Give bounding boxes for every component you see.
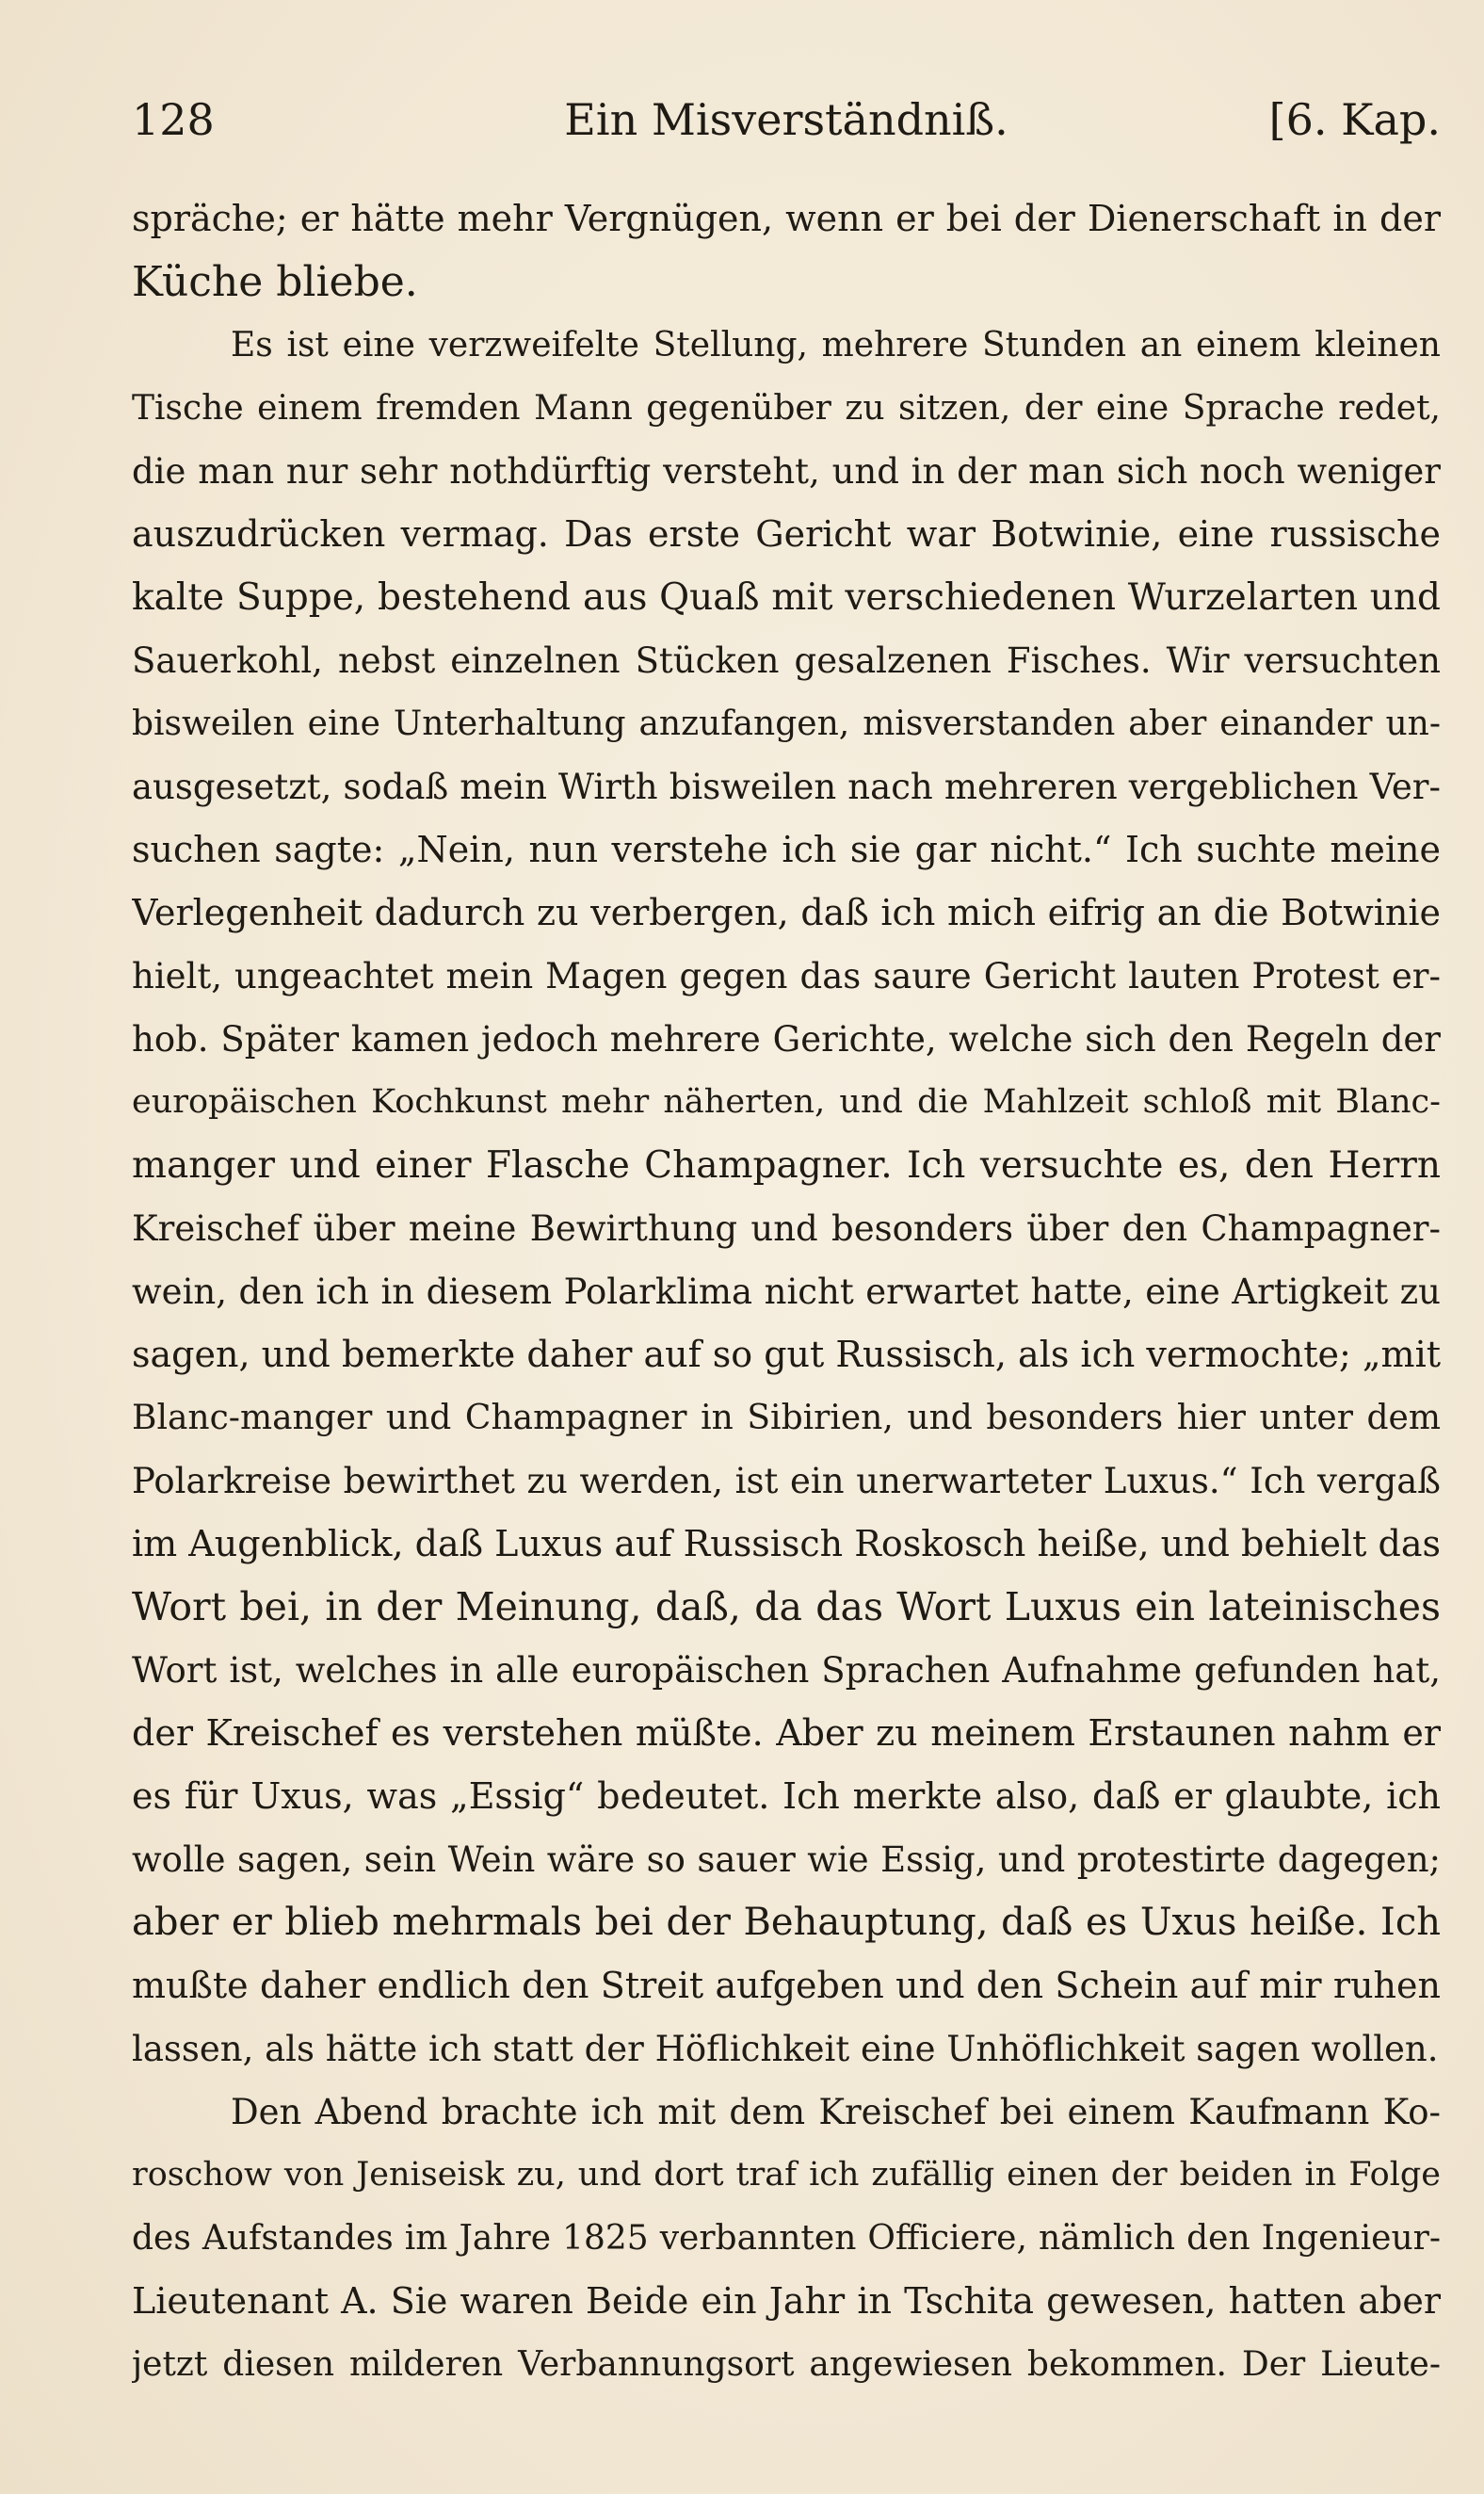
text-line: hob. Später kamen jedoch mehrere Gerichte, welche sich den Regeln der: [132, 1019, 1441, 1060]
text-line: Den Abend brachte ich mit dem Kreischef bei einem Kaufmann Ko-: [231, 2092, 1441, 2132]
text-line: kalte Suppe, bestehend aus Quaß mit verschiedenen Wurzelarten und: [132, 576, 1441, 619]
text-line: Wort ist, welches in alle europäischen Sprachen Aufnahme gefunden hat,: [132, 1650, 1441, 1691]
text-line: Polarkreise bewirthet zu werden, ist ein unerwarteter Luxus.“ Ich vergaß: [132, 1461, 1441, 1501]
text-line: Tische einem fremden Mann gegenüber zu sitzen, der eine Sprache redet,: [132, 389, 1441, 428]
text-line: spräche; er hätte mehr Vergnügen, wenn er bei der Dienerschaft in der: [132, 198, 1441, 239]
text-line: Kreischef über meine Bewirthung und besonders über den Champagner-: [132, 1208, 1441, 1249]
text-line: Küche bliebe.: [132, 258, 418, 306]
text-line: wolle sagen, sein Wein wäre so sauer wie Essig, und protestirte dagegen;: [132, 1839, 1441, 1880]
text-line: lassen, als hätte ich statt der Höflichkeit eine Unhöflichkeit sagen wollen.: [132, 2029, 1439, 2069]
text-line: roschow von Jeniseisk zu, und dort traf ich zufällig einen der beiden in Folge: [132, 2156, 1441, 2194]
text-line: aber er blieb mehrmals bei der Behauptung, daß es Uxus heiße. Ich: [132, 1901, 1441, 1944]
text-line: Es ist eine verzweifelte Stellung, mehrere Stunden an einem kleinen: [231, 326, 1441, 364]
body-text: [132, 187, 1441, 2396]
text-line: jetzt diesen milderen Verbannungsort angewiesen bekommen. Der Lieute-: [132, 2345, 1441, 2384]
text-line: sagen, und bemerkte daher auf so gut Russisch, als ich vermochte; „mit: [132, 1334, 1441, 1375]
text-line: europäischen Kochkunst mehr näherten, und die Mahlzeit schloß mit Blanc-: [132, 1083, 1441, 1121]
text-line: bisweilen eine Unterhaltung anzufangen, misverstanden aber einander un-: [132, 704, 1441, 743]
text-line: Wort bei, in der Meinung, daß, da das Wort Luxus ein lateinisches: [132, 1584, 1441, 1629]
text-line: des Aufstandes im Jahre 1825 verbannten Officiere, nämlich den Ingenieur-: [132, 2219, 1441, 2258]
text-line: Blanc-manger und Champagner in Sibirien, und besonders hier unter dem: [132, 1399, 1441, 1437]
page-header: [132, 87, 1441, 153]
text-line: Sauerkohl, nebst einzelnen Stücken gesalzenen Fisches. Wir versuchten: [132, 640, 1441, 681]
text-line: auszudrücken vermag. Das erste Gericht war Botwinie, eine russische: [132, 513, 1441, 555]
text-line: hielt, ungeachtet mein Magen gegen das saure Gericht lauten Protest er-: [132, 956, 1441, 996]
text-line: wein, den ich in diesem Polarklima nicht erwartet hatte, eine Artigkeit zu: [132, 1271, 1441, 1312]
text-line: Verlegenheit dadurch zu verbergen, daß ich mich eifrig an die Botwinie: [132, 892, 1441, 933]
text-line: es für Uxus, was „Essig“ bedeutet. Ich merkte also, daß er glaubte, ich: [132, 1775, 1441, 1817]
text-line: mußte daher endlich den Streit aufgeben und den Schein auf mir ruhen: [132, 1965, 1441, 2006]
text-line: ausgesetzt, sodaß mein Wirth bisweilen nach mehreren vergeblichen Ver-: [132, 767, 1441, 807]
page-number: 128: [132, 94, 215, 145]
text-line: suchen sagte: „Nein, nun verstehe ich sie gar nicht.“ Ich suchte meine: [132, 829, 1441, 870]
text-line: im Augenblick, daß Luxus auf Russisch Roskosch heiße, und behielt das: [132, 1523, 1441, 1564]
text-line: der Kreischef es verstehen müßte. Aber zu meinem Erstaunen nahm er: [132, 1712, 1441, 1754]
text-line: manger und einer Flasche Champagner. Ich versuchte es, den Herrn: [132, 1144, 1441, 1187]
running-title: Ein Misverständniß.: [564, 94, 1008, 145]
text-line: die man nur sehr nothdürftig versteht, und in der man sich noch weniger: [132, 451, 1441, 492]
text-line: Lieutenant A. Sie waren Beide ein Jahr in Tschita gewesen, hatten aber: [132, 2280, 1441, 2322]
chapter-marker: [6. Kap.: [1268, 94, 1441, 145]
